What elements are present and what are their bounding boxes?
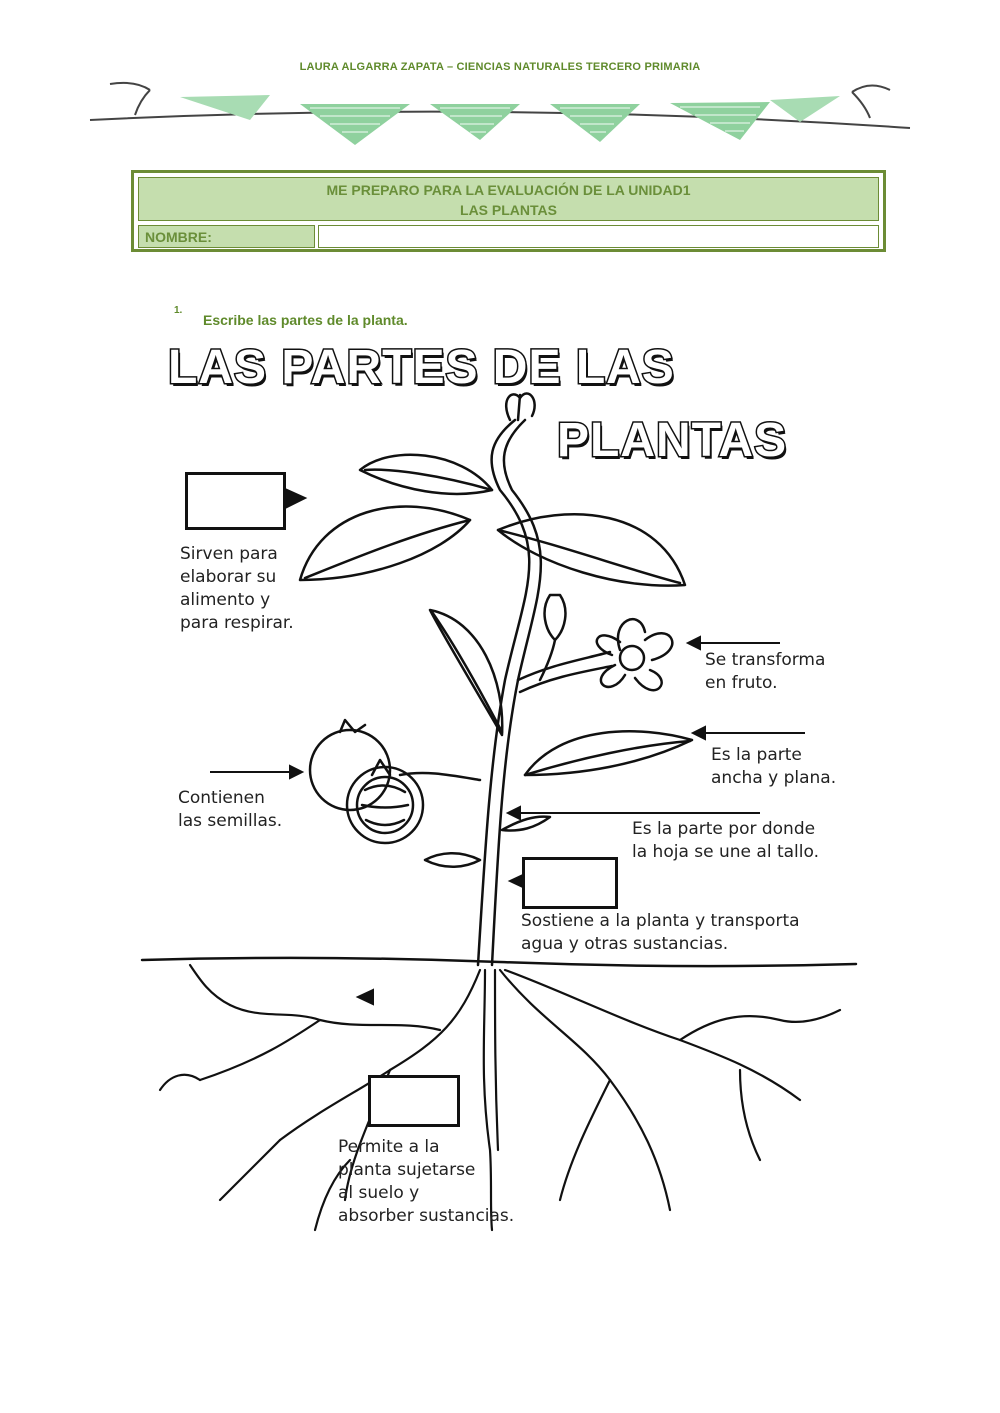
caption-line: Sostiene a la planta y transporta [521, 911, 800, 931]
caption-line: Permite a la [338, 1137, 440, 1157]
leaves-answer-box[interactable] [185, 472, 286, 530]
caption-line: elaborar su [180, 567, 277, 587]
name-row [138, 225, 879, 248]
caption-line: la hoja se une al tallo. [632, 842, 819, 862]
caption-line: Se transforma [705, 650, 826, 670]
header-box [131, 170, 886, 252]
title-line-2: LAS PLANTAS [460, 202, 557, 218]
caption-line: planta sujetarse [338, 1160, 476, 1180]
caption-stem [521, 910, 800, 956]
caption-blade [711, 744, 836, 790]
caption-line: Sirven para [180, 544, 278, 564]
caption-flower [705, 649, 825, 695]
root-answer-box[interactable] [368, 1075, 460, 1127]
caption-line: las semillas. [178, 811, 283, 831]
diagram-title-part1: LAS PARTES DE LAS [168, 341, 675, 394]
caption-line: en fruto. [705, 673, 778, 693]
caption-petiole [632, 818, 819, 864]
caption-line: Es la parte [711, 745, 802, 765]
caption-line: al suelo y [338, 1183, 420, 1203]
caption-line: para respirar. [180, 613, 294, 633]
header-title [138, 177, 879, 221]
stem-answer-box[interactable] [522, 857, 618, 909]
title-line-1: ME PREPARO PARA LA EVALUACIÓN DE LA UNIDAD1 [326, 182, 691, 198]
name-field[interactable] [318, 225, 879, 248]
caption-line: Es la parte por donde [632, 819, 816, 839]
author-line: LAURA ALGARRA ZAPATA – CIENCIAS NATURALES TERCERO PRIMARIA [299, 61, 701, 73]
bunting-decoration [80, 70, 920, 150]
caption-line: absorber sustancias. [338, 1206, 515, 1226]
caption-line: ancha y plana. [711, 768, 837, 788]
diagram-title-part2: PLANTAS [557, 414, 788, 467]
question-number: 1. [174, 305, 183, 316]
caption-line: alimento y [180, 590, 271, 610]
caption-leaves [180, 543, 294, 635]
question-text: Escribe las partes de la planta. [203, 312, 408, 328]
caption-line: agua y otras sustancias. [521, 934, 729, 954]
name-label: NOMBRE: [138, 225, 315, 248]
caption-fruit [178, 787, 282, 833]
caption-line: Contienen [178, 788, 265, 808]
caption-root [338, 1136, 514, 1228]
